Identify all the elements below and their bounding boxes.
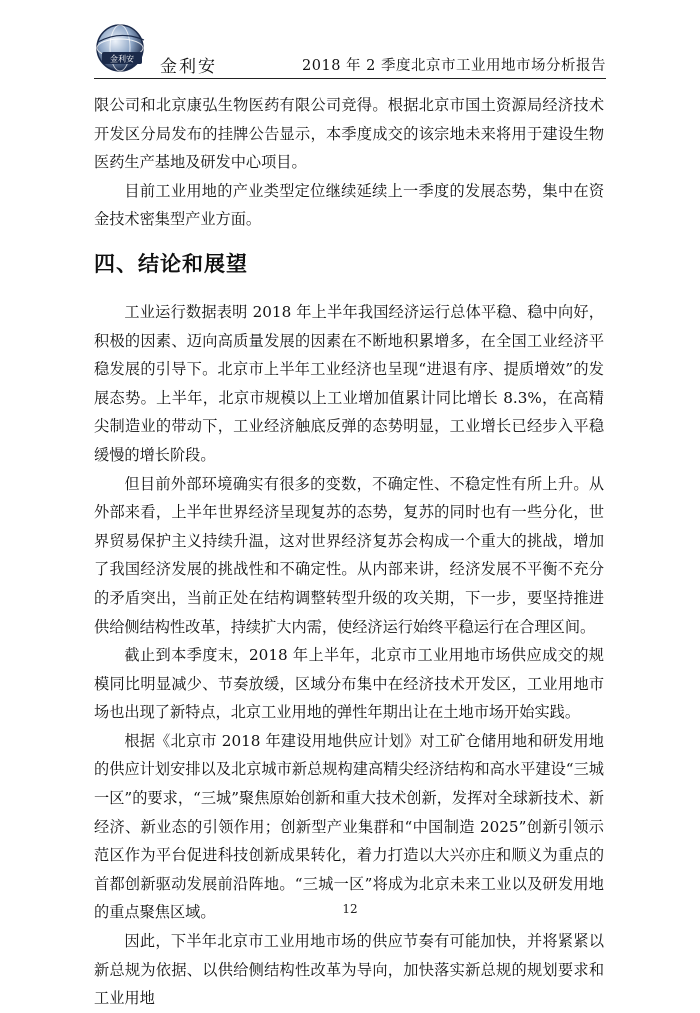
brand-name: 金利安 — [160, 57, 217, 77]
logo-lettering: 金利安 — [110, 54, 134, 64]
header-rule — [94, 78, 606, 79]
paragraph: 限公司和北京康弘生物医药有限公司竞得。根据北京市国土资源局经济技术开发区分局发布的挂牌公告显示，本季度成交的该宗地未来将用于建设生物医药生产基地及研发中心项目。 — [94, 96, 604, 172]
paragraph: 工业运行数据表明 2018 年上半年我国经济运行总体平稳、稳中向好，积极的因素、迈向高质量发展的因素在不断地积累增多，在全国工业经济平稳发展的引导下。北京市上半年工业经济也呈现“进退有序、提质增效”的发展态势。上半年，北京市规模以上工业增加值累计同比增长 8.3%，在高精尖制造业的带动下，工业经济触底反弹的态势明显，工业增长已经步入平稳缓慢的增长阶段。 — [94, 302, 604, 464]
paragraph: 因此，下半年北京市工业用地市场的供应节奏有可能加快，并将紧紧以新总规为依据、以供给侧结构性改革为导向，加快落实新总规的规划要求和工业用地 — [94, 932, 604, 1008]
paragraph: 截止到本季度末，2018 年上半年，北京市工业用地市场供应成交的规模同比明显减少、节奏放缓，区域分布集中在经济技术开发区，工业用地市场也出现了新特点，北京工业用地的弹性年期出让在土地市场开始实践。 — [94, 646, 604, 722]
paragraph: 根据《北京市 2018 年建设用地供应计划》对工矿仓储用地和研发用地的供应计划安排以及北京城市新总规构建高精尖经济结构和高水平建设“三城一区”的要求，“三城”聚焦原始创新和重大技术创新，发挥对全球新技术、新经济、新业态的引领作用；创新型产业集群和“中国制造 2025”创新引领示范区作为平台促进科技创新成果转化，着力打造以大兴亦庄和顺义为重点的首都创新驱动发展前沿阵地。“三城一区”将成为北京未来工业以及研发用地的重点聚焦区域。 — [94, 731, 604, 922]
document-title: 2018 年 2 季度北京市工业用地市场分析报告 — [302, 58, 606, 74]
page-header — [94, 20, 606, 78]
page-number: 12 — [342, 902, 358, 916]
paragraph: 但目前外部环境确实有很多的变数，不确定性、不稳定性有所上升。从外部来看，上半年世界经济呈现复苏的态势，复苏的同时也有一些分化，世界贸易保护主义持续升温，这对世界经济复苏会构成一个重大的挑战，增加了我国经济发展的挑战性和不确定性。从内部来讲，经济发展不平衡不充分的矛盾突出，当前正处在结构调整转型升级的攻关期，下一步，要坚持推进供给侧结构性改革，持续扩大内需，使经济运行始终平稳运行在合理区间。 — [94, 474, 604, 636]
globe-logo-icon — [94, 22, 150, 74]
paragraph: 目前工业用地的产业类型定位继续延续上一季度的发展态势，集中在资金技术密集型产业方面。 — [94, 181, 604, 229]
section-heading: 四、结论和展望 — [94, 251, 248, 276]
page-body — [94, 91, 604, 1013]
